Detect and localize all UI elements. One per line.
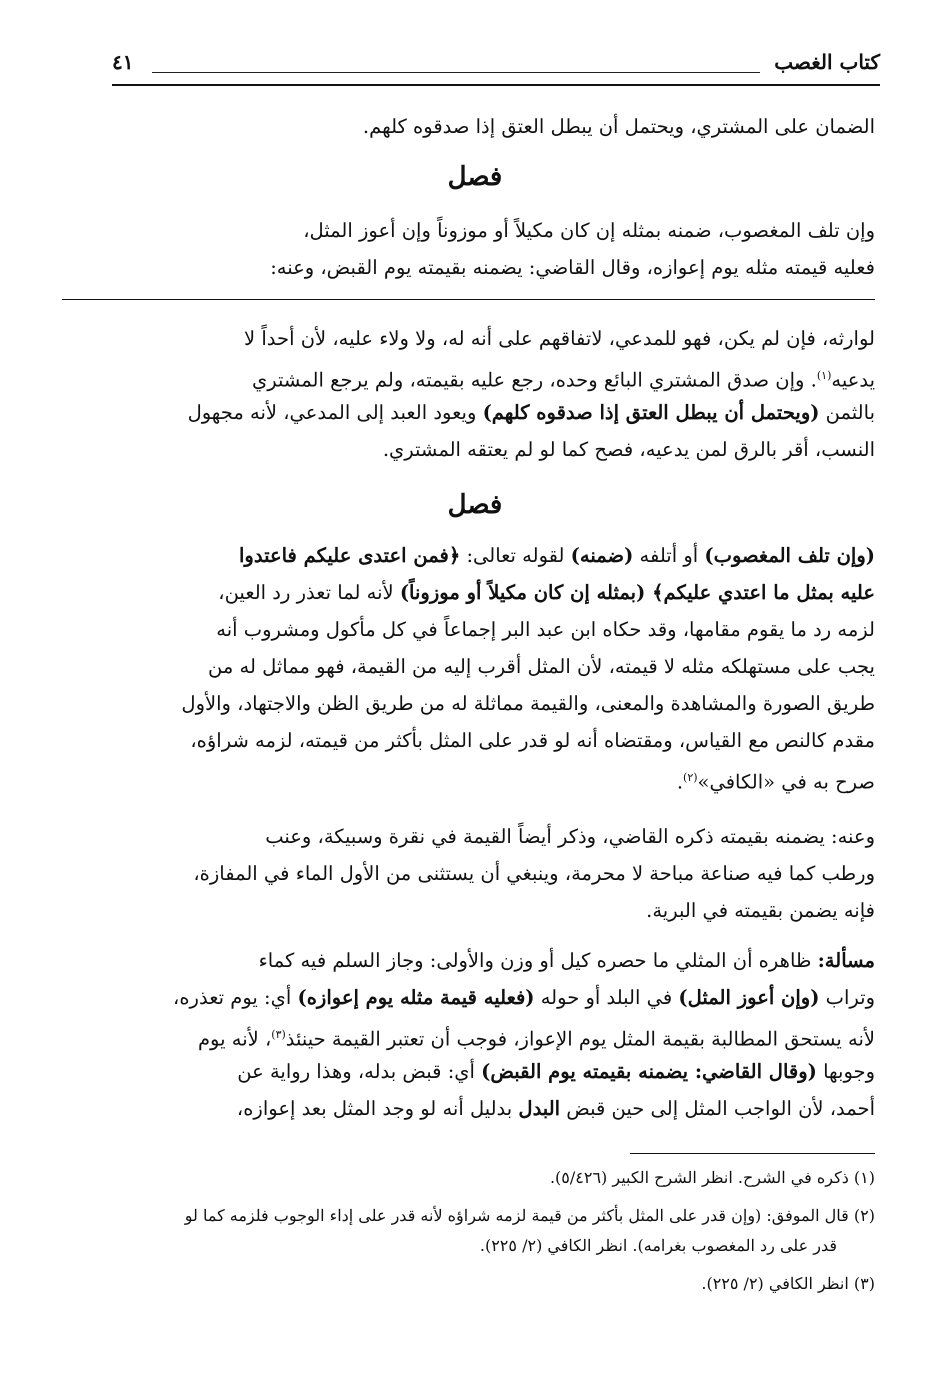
- sharh-line: لأنه يستحق المطالبة بقيمة المثل يوم الإعواز، فوجب أن تعتبر القيمة حينئذ$^{(٣)}$، لأنه يوم: [197, 1027, 875, 1051]
- header-rule-thin: [152, 72, 760, 73]
- sharh-line: وتراب (وإن أعوز المثل) في البلد أو حوله (فعليه قيمة مثله يوم إعوازه) أي: يوم تعذره،: [173, 986, 875, 1009]
- matn-line: الضمان على المشتري، ويحتمل أن يبطل العتق إذا صدقوه كلهم.: [362, 115, 875, 138]
- sharh-line: لوارثه، فإن لم يكن، فهو للمدعي، لاتفاقهم على أنه له، ولا ولاء عليه، لأن أحداً لا: [244, 327, 875, 350]
- sharh-line: وعنه: يضمنه بقيمته ذكره القاضي، وذكر أيضاً القيمة في نقرة وسبيكة، وعنب: [265, 825, 875, 848]
- footnote-ref-3: (٣): [271, 1028, 286, 1041]
- sharh-paragraph-2: [62, 818, 875, 929]
- matn-line: وإن تلف المغصوب، ضمنه بمثله إن كان مكيلاً أو موزوناً وإن أعوز المثل،: [303, 219, 875, 242]
- sharh-line: يجب على مستهلكه مثله لا قيمته، لأن المثل أقرب إليه من القيمة، فهو مماثل له من: [208, 655, 875, 678]
- section-heading-1: فصل: [447, 162, 503, 192]
- footnote-ref-1: (١): [816, 369, 832, 382]
- matn-line: فعليه قيمته مثله يوم إعوازه، وقال القاضي: يضمنه بقيمته يوم القبض، وعنه:: [270, 256, 875, 279]
- footnotes: [62, 1163, 875, 1299]
- sharh-line: النسب، أقر بالرق لمن يدعيه، فصح كما لو لم يعتقه المشتري.: [382, 438, 875, 461]
- sharh-line: مقدم كالنص مع القياس، ومقتضاه أنه لو قدر على المثل بأكثر من قيمته، لزمه شراؤه،: [190, 729, 875, 752]
- sharh-line: ورطب كما فيه صناعة مباحة لا محرمة، وينبغي أن يستثنى من الأول الماء في المفازة،: [193, 862, 875, 885]
- sharh-paragraph-1: [62, 537, 875, 796]
- quoted-matn: (ويحتمل أن يبطل العتق إذا صدقوه كلهم): [482, 401, 820, 424]
- sharh-line: يدعيه$^{(١)}$. وإن صدق المشتري البائع وحده، رجع عليه بقيمته، ولم يرجع المشتري: [251, 368, 875, 392]
- footnote-1: (١) ذكره في الشرح. انظر الشرح الكبير (٥/٤٢٦).: [549, 1168, 875, 1187]
- matn-sharh-divider: [62, 299, 875, 300]
- sharh-line: (وإن تلف المغصوب) أو أتلفه (ضمنه) لقوله تعالى: ﴿فمن اعتدى عليكم فاعتدوا: [239, 544, 875, 567]
- page-header: [112, 48, 880, 84]
- sharh-paragraph-3: [62, 942, 875, 1127]
- sharh-line: صرح به في «الكافي»$^{(٢)}$.: [676, 770, 875, 794]
- running-title: كتاب الغصب: [774, 50, 880, 74]
- sharh-line: لزمه رد ما يقوم مقامها، وقد حكاه ابن عبد البر إجماعاً في كل مأكول ومشروب أنه: [216, 618, 875, 641]
- sharh-line: فإنه يضمن بقيمته في البرية.: [646, 899, 875, 922]
- sharh-block-1: [62, 320, 875, 468]
- sharh-line: بالثمن (ويحتمل أن يبطل العتق إذا صدقوه كلهم) ويعود العبد إلى المدعي، لأنه مجهول: [187, 401, 875, 424]
- sharh-line: طريق الصورة والمشاهدة والمعنى، والقيمة مماثلة له من طريق الظن والاجتهاد، والأول: [181, 692, 875, 715]
- page-number: ٤١: [112, 50, 134, 74]
- header-rule-thick: [112, 84, 880, 86]
- section-heading-2: فصل: [447, 490, 503, 520]
- sharh-line: مسألة: ظاهره أن المثلي ما حصره كيل أو وزن والأولى: وجاز السلم فيه كماء: [258, 949, 875, 972]
- sharh-line: وجوبها (وقال القاضي: يضمنه بقيمته يوم القبض) أي: قبض بدله، وهذا رواية عن: [237, 1060, 875, 1083]
- footnote-3: (٣) انظر الكافي (٢/ ٢٢٥).: [701, 1274, 875, 1293]
- sharh-line: عليه بمثل ما اعتدي عليكم﴾ (بمثله إن كان مكيلاً أو موزوناً) لأنه لما تعذر رد العين،: [218, 581, 875, 604]
- footnote-divider: [630, 1153, 875, 1154]
- footnote-2-cont: قدر على رد المغصوب بغرامه). انظر الكافي (٢/ ٢٢٥).: [479, 1236, 837, 1255]
- footnote-2: (٢) قال الموفق: (وإن قدر على المثل بأكثر من قيمة لزمه شراؤه لأنه قدر على إداء الوجوب فلزمه كما لو: [184, 1206, 875, 1225]
- matn-fasl-1: [62, 212, 875, 286]
- footnote-ref-2: (٢): [683, 771, 698, 784]
- matn-top: [62, 108, 875, 145]
- sharh-line: أحمد، لأن الواجب المثل إلى حين قبض البدل بدليل أنه لو وجد المثل بعد إعوازه،: [236, 1097, 875, 1120]
